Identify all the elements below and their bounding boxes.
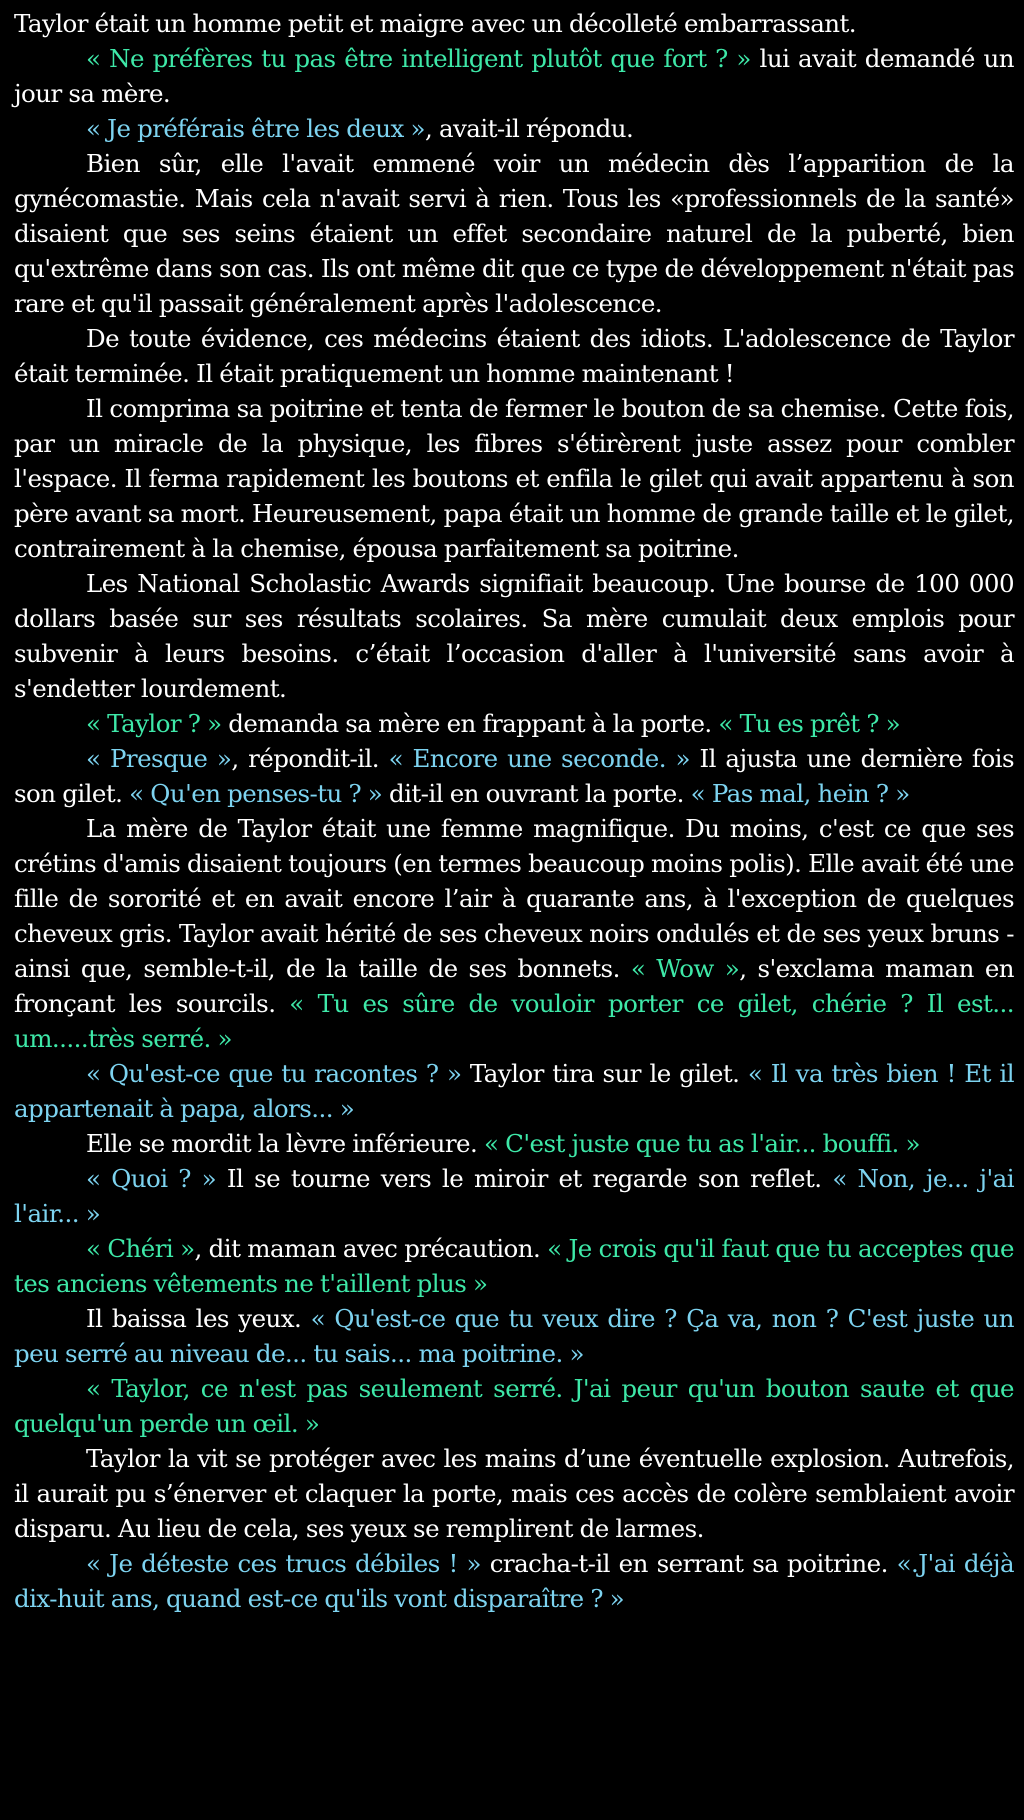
paragraph	[14, 1161, 1014, 1231]
paragraph	[14, 706, 1014, 741]
taylor-dialogue: « Qu'en penses-tu ? »	[129, 779, 383, 808]
taylor-dialogue: «.J'ai déjà dix-huit ans, quand est-ce qu'ils vont disparaître ? »	[14, 1549, 1015, 1613]
mother-dialogue: « Ne préfères tu pas être intelligent plutôt que fort ? »	[86, 44, 751, 73]
mother-dialogue: « Tu es sûre de vouloir porter ce gilet, chérie ? Il est... um.....très serré. »	[14, 989, 1014, 1053]
taylor-dialogue: « Il va très bien ! Et il appartenait à papa, alors... »	[14, 1059, 1014, 1123]
mother-dialogue: « Taylor ? »	[86, 709, 222, 738]
taylor-dialogue: « Pas mal, hein ? »	[690, 779, 910, 808]
paragraph	[14, 1441, 1014, 1546]
taylor-dialogue: « Qu'est-ce que tu veux dire ? Ça va, non ? C'est juste un peu serré au niveau de... tu sais... ma poitrine. »	[14, 1304, 1014, 1368]
taylor-dialogue: « Quoi ? »	[86, 1164, 217, 1193]
paragraph	[14, 1231, 1014, 1301]
narration-text: Taylor tira sur le gilet.	[461, 1059, 748, 1088]
paragraph	[14, 146, 1014, 321]
narration-text: Taylor était un homme petit et maigre avec un décolleté embarrassant.	[14, 9, 857, 38]
narration-text: dit-il en ouvrant la porte.	[382, 779, 691, 808]
narration-text: Les National Scholastic Awards signifiait beaucoup. Une bourse de 100 000 dollars basée sur ses résultats scolaires. Sa mère cumulait deux emplois pour subvenir à leurs besoins. c’était l’occasion d'aller à l'université sans avoir à s'endetter lourdement.	[14, 569, 1014, 703]
mother-dialogue: « Je crois qu'il faut que tu acceptes que tes anciens vêtements ne t'aillent plus »	[14, 1234, 1014, 1298]
paragraph	[14, 566, 1014, 706]
taylor-dialogue: « Je déteste ces trucs débiles ! »	[86, 1549, 482, 1578]
paragraph	[14, 41, 1014, 111]
mother-dialogue: « C'est juste que tu as l'air... bouffi. »	[483, 1129, 920, 1158]
narration-text: Il baissa les yeux.	[86, 1304, 311, 1333]
narration-text: Il se tourne vers le miroir et regarde son reflet.	[216, 1164, 833, 1193]
paragraph	[14, 1126, 1014, 1161]
narration-text: cracha-t-il en serrant sa poitrine.	[481, 1549, 897, 1578]
narration-text: , s'exclama maman en fronçant les sourcils.	[14, 954, 1014, 1018]
mother-dialogue: « Taylor, ce n'est pas seulement serré. J'ai peur qu'un bouton saute et que quelqu'un perde un œil. »	[14, 1374, 1014, 1438]
paragraph	[14, 321, 1014, 391]
narration-text: lui avait demandé un jour sa mère.	[14, 44, 1014, 108]
taylor-dialogue: « Presque »	[86, 744, 232, 773]
paragraph	[14, 1301, 1014, 1371]
paragraph	[14, 111, 1014, 146]
taylor-dialogue: « Qu'est-ce que tu racontes ? »	[86, 1059, 462, 1088]
paragraph	[14, 741, 1014, 811]
taylor-dialogue: « Je préférais être les deux »	[86, 114, 425, 143]
narration-text: La mère de Taylor était une femme magnifique. Du moins, c'est ce que ses crétins d'amis disaient toujours (en termes beaucoup moins polis). Elle avait été une fille de sororité et en avait encore l’air à quarante ans, à l'exception de quelques cheveux gris. Taylor avait hérité de ses cheveux noirs ondulés et de ses yeux bruns - ainsi que, semble-t-il, de la taille de ses bonnets.	[14, 814, 1014, 983]
mother-dialogue: « Wow »	[630, 954, 740, 983]
mother-dialogue: « Chéri »	[86, 1234, 195, 1263]
mother-dialogue: « Tu es prêt ? »	[718, 709, 901, 738]
narration-text: De toute évidence, ces médecins étaient des idiots. L'adolescence de Taylor était terminée. Il était pratiquement un homme maintenant !	[14, 324, 1014, 388]
narration-text: Elle se mordit la lèvre inférieure.	[86, 1129, 484, 1158]
paragraph	[14, 1371, 1014, 1441]
narration-text: Il comprima sa poitrine et tenta de fermer le bouton de sa chemise. Cette fois, par un miracle de la physique, les fibres s'étirèrent juste assez pour combler l'espace. Il ferma rapidement les boutons et enfila le gilet qui avait appartenu à son père avant sa mort. Heureusement, papa était un homme de grande taille et le gilet, contrairement à la chemise, épousa parfaitement sa poitrine.	[14, 394, 1014, 563]
paragraph	[14, 391, 1014, 566]
narration-text: demanda sa mère en frappant à la porte.	[221, 709, 719, 738]
narration-text: , dit maman avec précaution.	[194, 1234, 548, 1263]
narration-text: , répondit-il.	[231, 744, 389, 773]
taylor-dialogue: « Non, je... j'ai l'air... »	[14, 1164, 1014, 1228]
narration-text: Taylor la vit se protéger avec les mains d’une éventuelle explosion. Autrefois, il aurait pu s’énerver et claquer la porte, mais ces accès de colère semblaient avoir disparu. Au lieu de cela, ses yeux se remplirent de larmes.	[14, 1444, 1014, 1543]
narration-text: Il ajusta une dernière fois son gilet.	[14, 744, 1014, 808]
paragraph	[14, 1056, 1014, 1126]
paragraph	[14, 6, 1014, 41]
paragraph	[14, 1546, 1014, 1616]
paragraph	[14, 811, 1014, 1056]
taylor-dialogue: « Encore une seconde. »	[388, 744, 690, 773]
narration-text: , avait-il répondu.	[424, 114, 634, 143]
narration-text: Bien sûr, elle l'avait emmené voir un médecin dès l’apparition de la gynécomastie. Mais cela n'avait servi à rien. Tous les «professionnels de la santé» disaient que ses seins étaient un effet secondaire naturel de la puberté, bien qu'extrême dans son cas. Ils ont même dit que ce type de développement n'était pas rare et qu'il passait généralement après l'adolescence.	[14, 149, 1014, 318]
